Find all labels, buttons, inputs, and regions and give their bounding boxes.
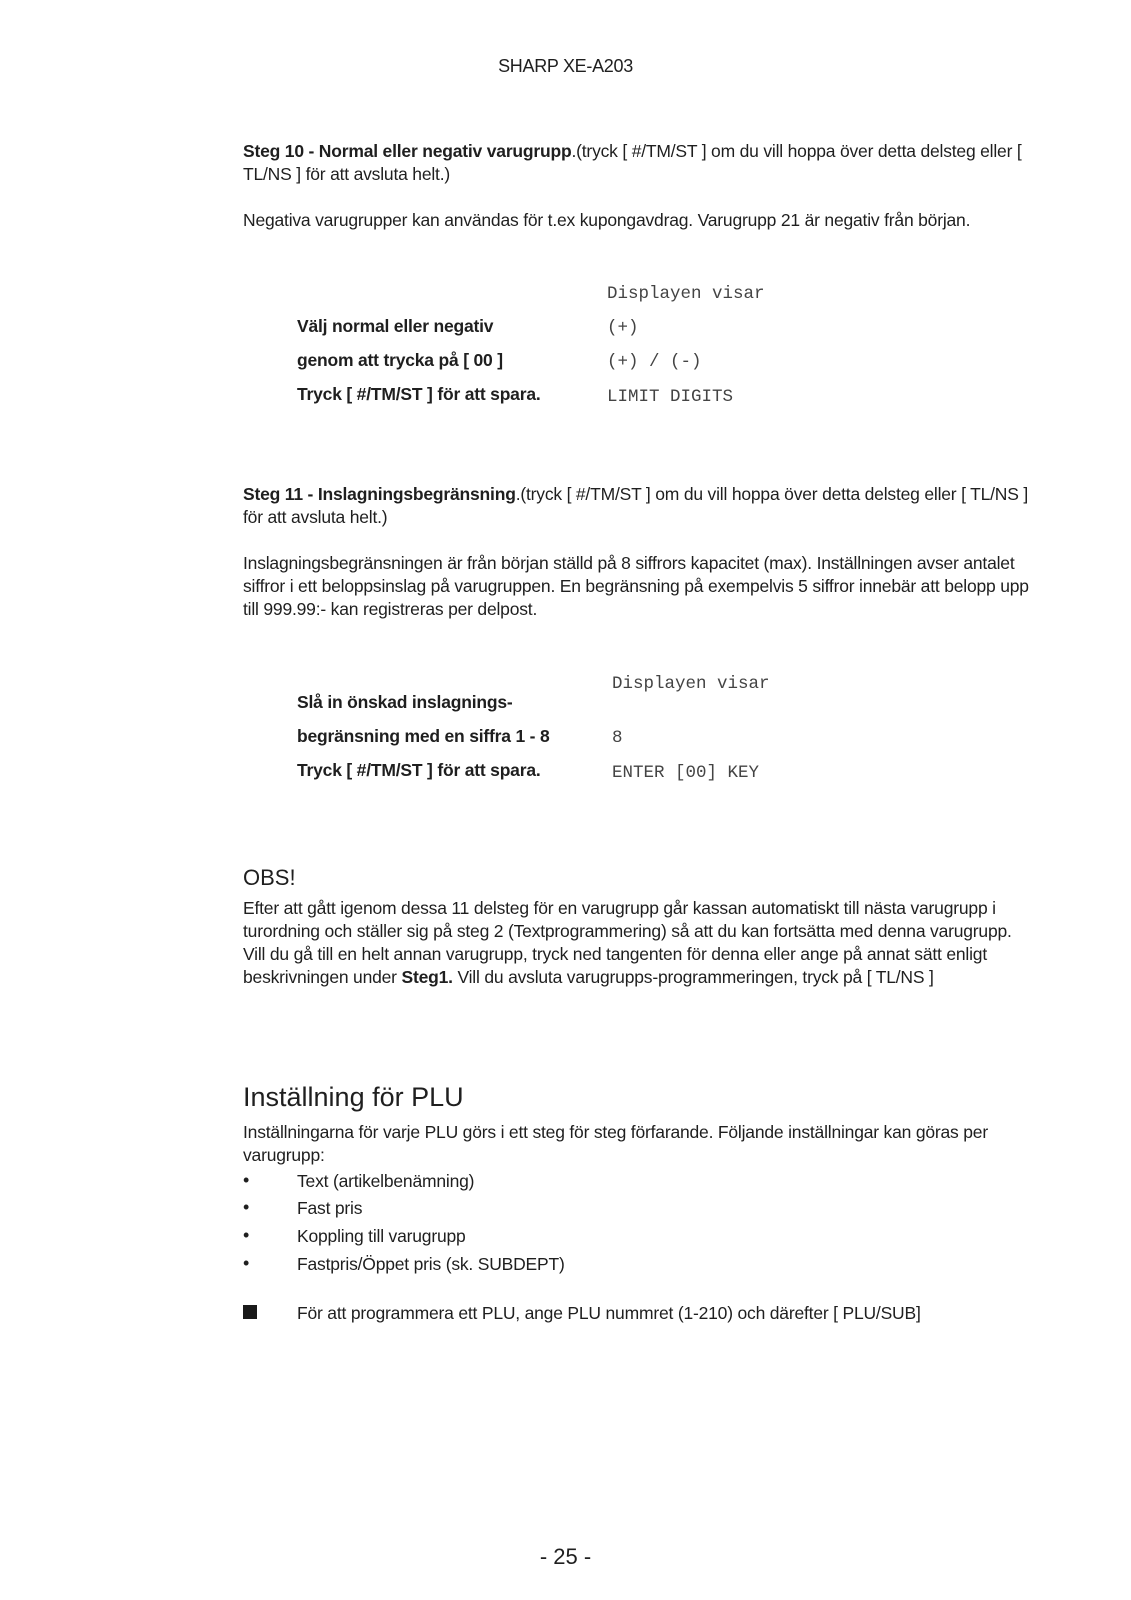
plu-bullet-text: Koppling till varugrupp <box>297 1226 466 1246</box>
bullet-icon: • <box>243 1170 250 1190</box>
plu-bullet-text: Fastpris/Öppet pris (sk. SUBDEPT) <box>297 1254 565 1274</box>
steg11-row-display-3: ENTER [00] KEY <box>612 763 760 783</box>
steg10-row-display-3: LIMIT DIGITS <box>607 387 734 407</box>
square-bullet-icon <box>243 1305 257 1319</box>
steg11-row-display-2: 8 <box>612 728 623 748</box>
steg10-row-label-2: genom att trycka på [ 00 ] <box>297 350 503 370</box>
steg11-intro <box>243 483 1033 529</box>
steg11-paragraph: Inslagningsbegränsningen är från början ställd på 8 siffrors kapacitet (max). Inställningen avser antalet siffror i ett beloppsinslag på varugruppen. En begränsning på exempelvis 5 siffror innebär att belopp upp till 999.99:- kan registreras per delpost. <box>243 553 1029 619</box>
bullet-icon: • <box>243 1197 250 1217</box>
steg11-display-header: Displayen visar <box>612 674 770 694</box>
steg11-row-label-1: Slå in önskad inslagnings- <box>297 692 513 712</box>
steg10-title: Steg 10 - Normal eller negativ varugrupp <box>243 141 572 161</box>
steg10-row-label-1: Välj normal eller negativ <box>297 316 494 336</box>
plu-heading: Inställning för PLU <box>243 1082 464 1112</box>
steg10-intro <box>243 140 1033 186</box>
page-number: - 25 - <box>539 1544 592 1569</box>
steg10-paragraph: Negativa varugrupper kan användas för t.ex kupongavdrag. Varugrupp 21 är negativ från början. <box>243 210 971 230</box>
obs-paragraph <box>243 897 1033 989</box>
page-header: SHARP XE-A203 <box>498 56 633 76</box>
steg10-row-label-3: Tryck [ #/TM/ST ] för att spara. <box>297 384 541 404</box>
steg10-display-header: Displayen visar <box>607 284 765 304</box>
steg10-row-display-2: (+) / (-) <box>607 352 702 372</box>
obs-text-before: Efter att gått igenom dessa 11 delsteg för en varugrupp går kassan automatiskt till nästa varugrupp i turordning och ställer sig på steg 2 (Textprogrammering) så att du kan fortsätta med denna varugrupp. Vill du gå till en helt annan varugrupp, tryck ned tangenten för denna eller ange på annat sätt enligt beskrivningen under <box>243 898 1012 987</box>
plu-instruction: För att programmera ett PLU, ange PLU nummret (1-210) och därefter [ PLU/SUB] <box>297 1303 921 1323</box>
bullet-icon: • <box>243 1253 250 1273</box>
steg10-row-display-1: (+) <box>607 318 639 338</box>
obs-bold-ref: Steg1. <box>401 967 453 987</box>
obs-heading: OBS! <box>243 865 296 890</box>
bullet-icon: • <box>243 1225 250 1245</box>
steg11-row-label-3: Tryck [ #/TM/ST ] för att spara. <box>297 760 541 780</box>
steg11-title: Steg 11 - Inslagningsbegränsning <box>243 484 516 504</box>
steg11-row-label-2: begränsning med en siffra 1 - 8 <box>297 726 550 746</box>
steg11-rest: .(tryck [ #/TM/ST ] om du vill hoppa över detta delsteg eller [ TL/NS ] för att avsluta helt.) <box>243 484 1029 527</box>
plu-intro: Inställningarna för varje PLU görs i ett steg för steg förfarande. Följande inställningar kan göras per varugrupp: <box>243 1122 988 1165</box>
plu-bullet-text: Fast pris <box>297 1198 363 1218</box>
obs-text-after: Vill du avsluta varugrupps-programmeringen, tryck på [ TL/NS ] <box>452 967 934 987</box>
steg10-rest: .(tryck [ #/TM/ST ] om du vill hoppa över detta delsteg eller [ TL/NS ] för att avsluta helt.) <box>243 141 1022 184</box>
plu-bullet-text: Text (artikelbenämning) <box>297 1171 475 1191</box>
